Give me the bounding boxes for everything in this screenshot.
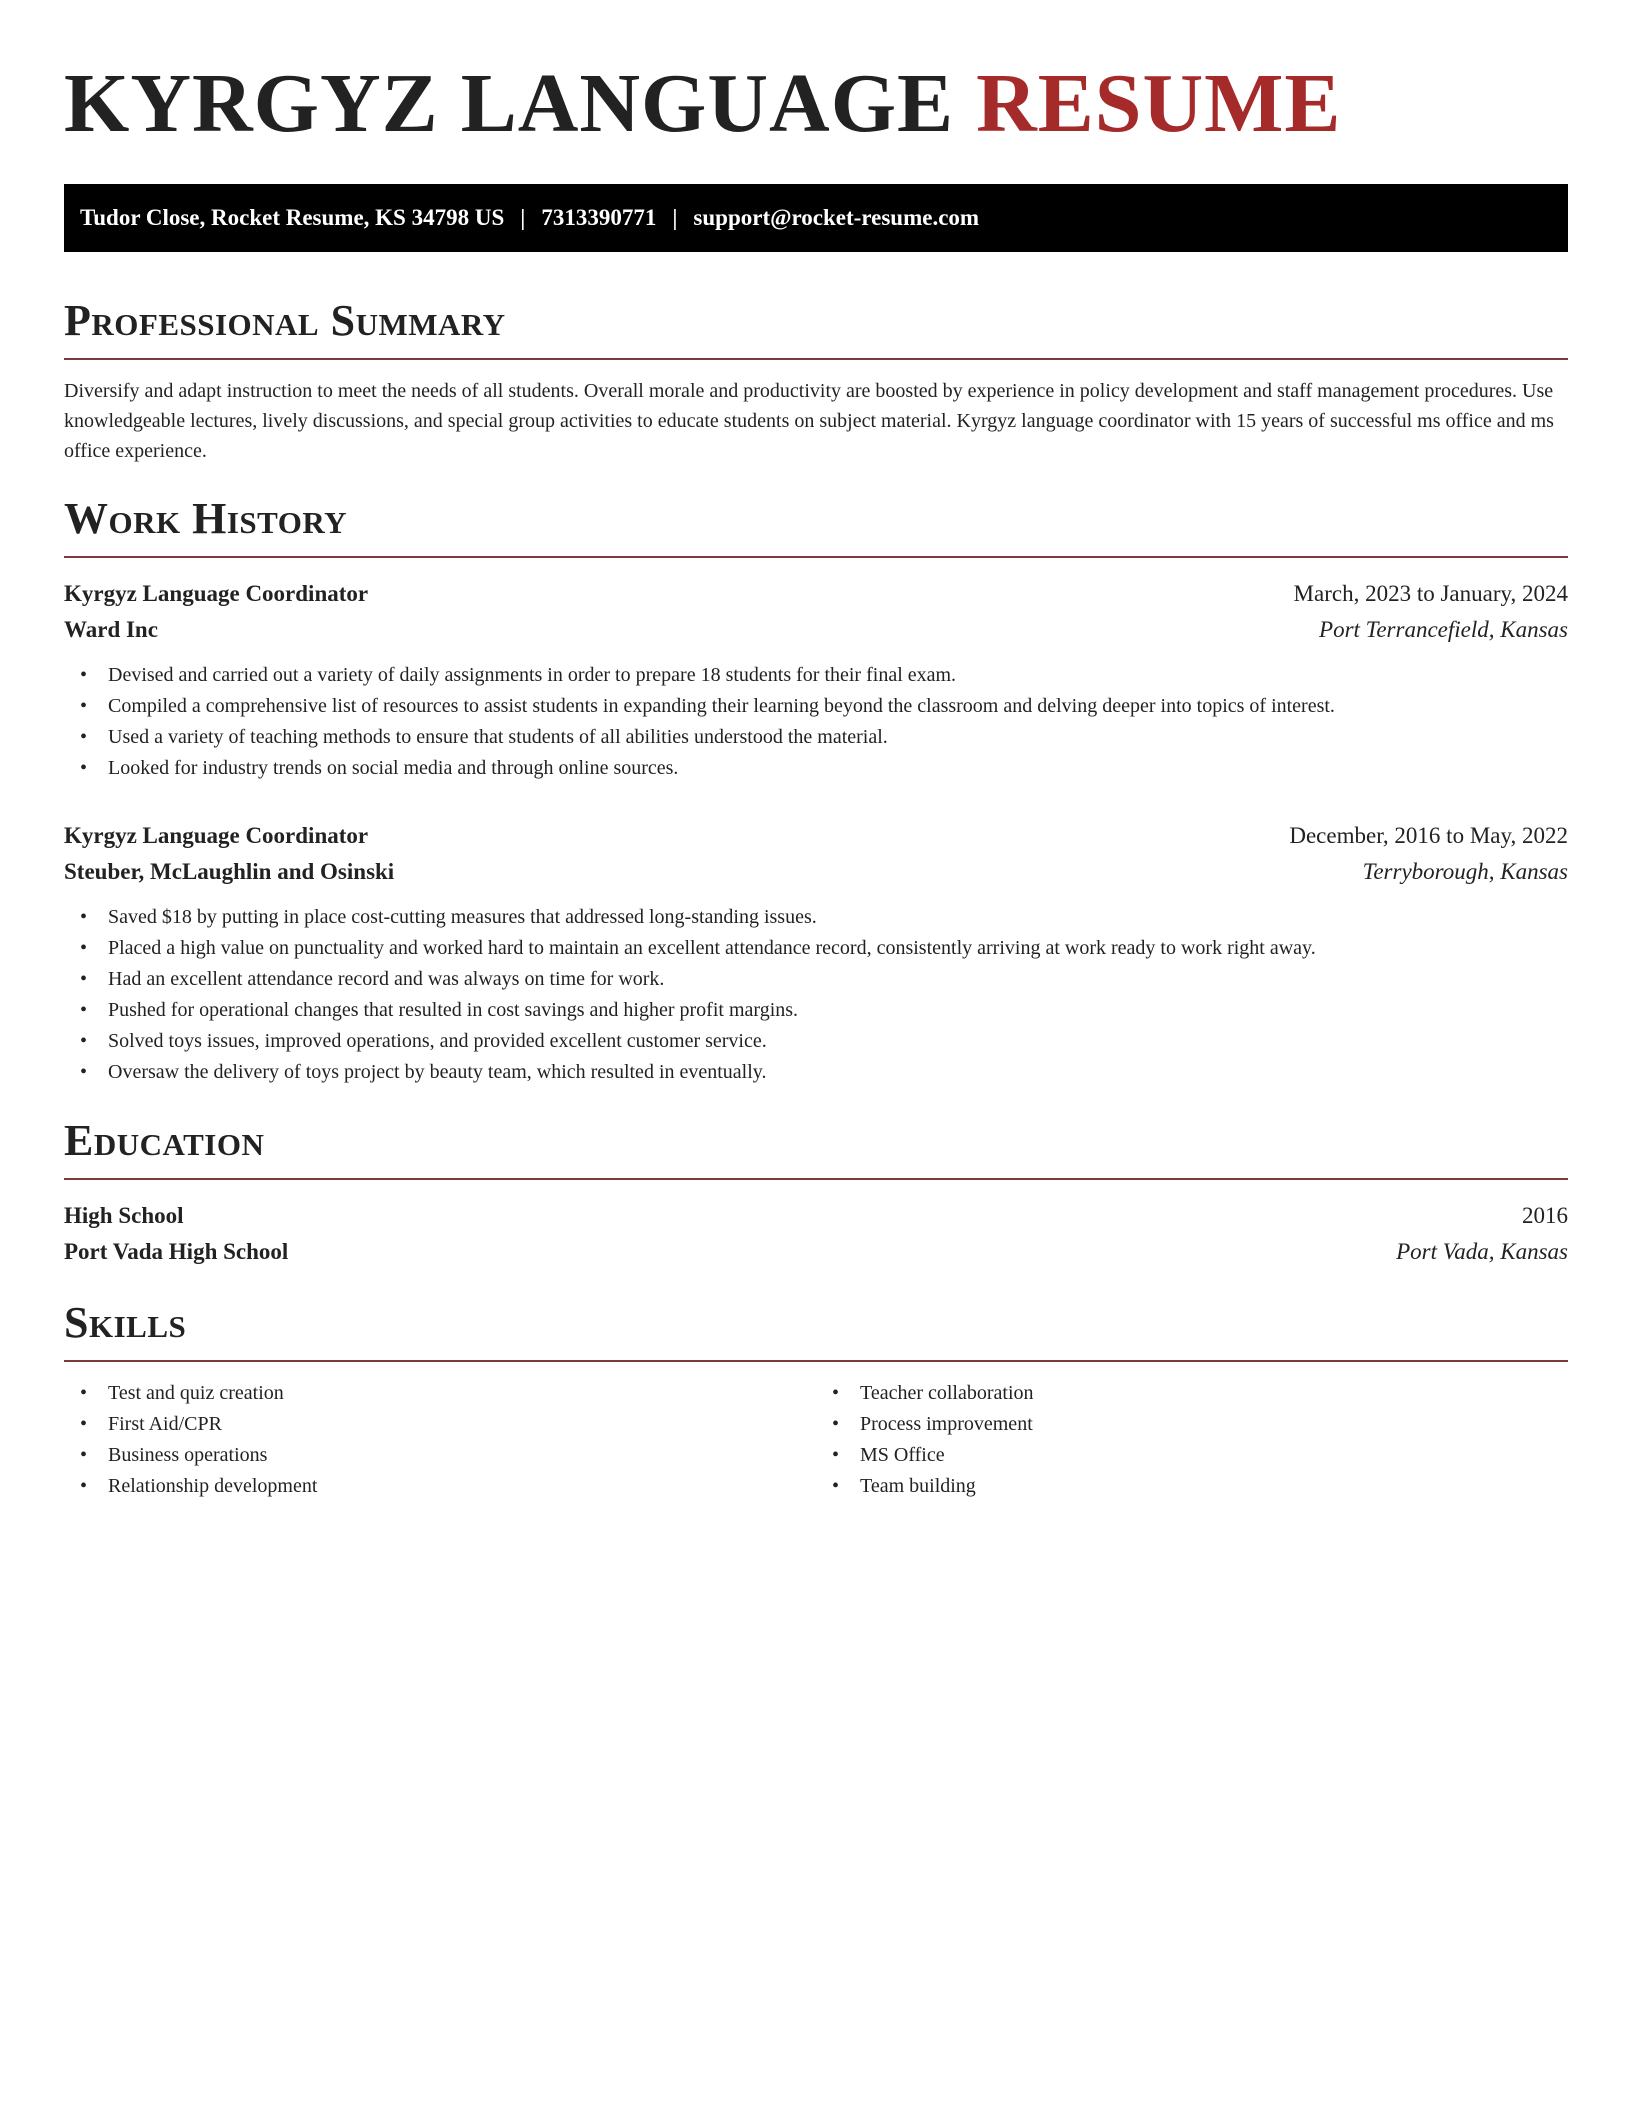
job-dates: December, 2016 to May, 2022: [1289, 823, 1568, 848]
job-location: Port Terrancefield, Kansas: [1319, 617, 1568, 642]
section-divider: [64, 358, 1568, 360]
list-item: • Placed a high value on punctuality and worked hard to maintain an excellent attendance record, consistently arriving at work ready to work right away.: [80, 933, 1568, 964]
list-item: • Used a variety of teaching methods to ensure that students of all abilities understood the material.: [80, 722, 1568, 753]
list-item: • Pushed for operational changes that resulted in cost savings and higher profit margins.: [80, 995, 1568, 1026]
education-degree: High School: [64, 1203, 184, 1228]
work-history-section: [64, 494, 1568, 1088]
list-item: • MS Office: [832, 1440, 1568, 1471]
job-entry: [64, 576, 1568, 784]
list-item: • Oversaw the delivery of toys project by beauty team, which resulted in eventually.: [80, 1057, 1568, 1088]
list-item: • Compiled a comprehensive list of resources to assist students in expanding their learning beyond the classroom and delving deeper into topics of interest.: [80, 691, 1568, 722]
contact-separator: |: [520, 205, 526, 230]
list-item: • Solved toys issues, improved operations, and provided excellent customer service.: [80, 1026, 1568, 1057]
contact-address: Tudor Close, Rocket Resume, KS 34798 US: [80, 205, 505, 230]
list-item: • Team building: [832, 1471, 1568, 1502]
job-title: Kyrgyz Language Coordinator: [64, 823, 369, 848]
skills-heading: Skills: [64, 1298, 187, 1347]
job-title: Kyrgyz Language Coordinator: [64, 581, 369, 606]
list-item: • First Aid/CPR: [80, 1409, 816, 1440]
contact-phone: 7313390771: [541, 205, 657, 230]
title-accent: RESUME: [976, 57, 1342, 150]
section-divider: [64, 1178, 1568, 1180]
job-company: Ward Inc: [64, 617, 158, 642]
title-main: KYRGYZ LANGUAGE: [64, 57, 955, 150]
contact-bar: [64, 184, 1568, 252]
job-location: Terryborough, Kansas: [1362, 859, 1568, 884]
education-location: Port Vada, Kansas: [1396, 1239, 1568, 1264]
job-bullets: [64, 902, 1568, 1088]
summary-heading: Professional Summary: [64, 296, 506, 345]
education-entry: [64, 1198, 1568, 1270]
education-year: 2016: [1522, 1203, 1568, 1228]
job-company: Steuber, McLaughlin and Osinski: [64, 859, 395, 884]
summary-section: [64, 296, 1568, 466]
section-divider: [64, 556, 1568, 558]
contact-email: support@rocket-resume.com: [693, 205, 980, 230]
resume-title: [64, 56, 1568, 164]
list-item: • Relationship development: [80, 1471, 816, 1502]
education-school: Port Vada High School: [64, 1239, 289, 1264]
education-heading: Education: [64, 1116, 265, 1165]
list-item: • Looked for industry trends on social media and through online sources.: [80, 753, 1568, 784]
list-item: • Teacher collaboration: [832, 1378, 1568, 1409]
list-item: • Had an excellent attendance record and was always on time for work.: [80, 964, 1568, 995]
skills-section: [64, 1298, 1568, 1502]
job-entry: [64, 818, 1568, 1088]
job-bullets: [64, 660, 1568, 784]
skills-column-left: [64, 1378, 816, 1502]
list-item: • Saved $18 by putting in place cost-cutting measures that addressed long-standing issues.: [80, 902, 1568, 933]
skills-column-right: [816, 1378, 1568, 1502]
list-item: • Test and quiz creation: [80, 1378, 816, 1409]
list-item: • Devised and carried out a variety of daily assignments in order to prepare 18 students for their final exam.: [80, 660, 1568, 691]
section-divider: [64, 1360, 1568, 1362]
education-section: [64, 1116, 1568, 1270]
skills-grid: [64, 1378, 1568, 1502]
work-history-heading: Work History: [64, 494, 348, 543]
job-dates: March, 2023 to January, 2024: [1293, 581, 1568, 606]
list-item: • Business operations: [80, 1440, 816, 1471]
summary-text: Diversify and adapt instruction to meet the needs of all students. Overall morale and productivity are boosted by experience in policy development and staff management procedures. Use knowledgeable lectures, lively discussions, and special group activities to educate students on subject material. Kyrgyz language coordinator with 15 years of successful ms office and ms office experience.: [64, 380, 1554, 462]
list-item: • Process improvement: [832, 1409, 1568, 1440]
contact-separator: |: [672, 205, 678, 230]
